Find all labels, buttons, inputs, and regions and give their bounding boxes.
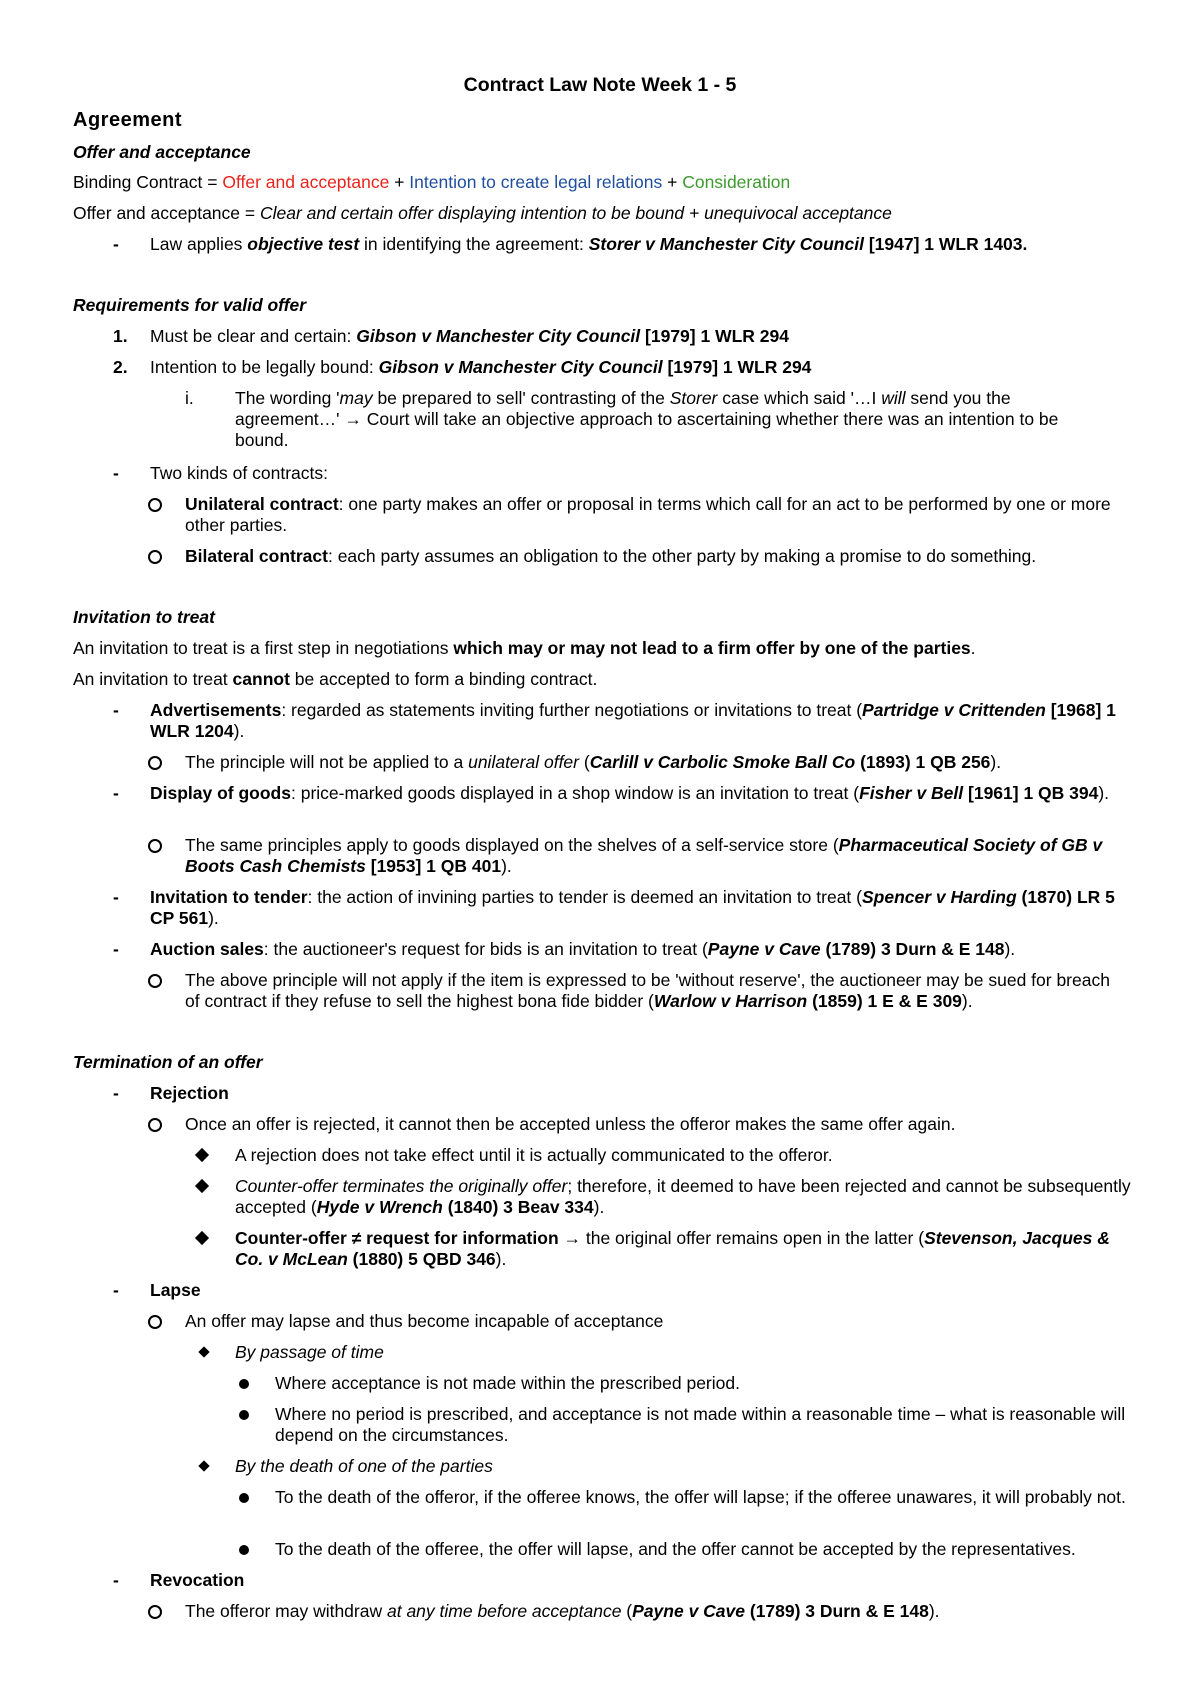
dot-bullet-icon bbox=[239, 1379, 249, 1389]
circle-bullet-icon bbox=[148, 756, 162, 770]
dot-bullet-icon bbox=[239, 1545, 249, 1555]
circle-bullet-icon bbox=[148, 1315, 162, 1329]
circle-bullet-icon bbox=[148, 839, 162, 853]
dot-bullet-icon bbox=[239, 1493, 249, 1503]
paragraph: An invitation to treat is a first step in negotiations which may or may not lead to a firm offer by one of the parties. bbox=[73, 638, 976, 658]
circle-bullet-icon bbox=[148, 1605, 162, 1619]
circle-bullet-icon bbox=[148, 550, 162, 564]
heading-valid-offer: Requirements for valid offer bbox=[73, 295, 307, 315]
circle-bullet-icon bbox=[148, 498, 162, 512]
paragraph: An invitation to treat cannot be accepted to form a binding contract. bbox=[73, 669, 598, 689]
diamond-bullet-icon bbox=[198, 1346, 209, 1357]
diamond-bullet-icon bbox=[195, 1179, 209, 1193]
diamond-bullet-icon bbox=[195, 1148, 209, 1162]
heading-termination: Termination of an offer bbox=[73, 1052, 263, 1072]
heading-offer-acceptance: Offer and acceptance bbox=[73, 142, 251, 162]
circle-bullet-icon bbox=[148, 1118, 162, 1132]
offer-acceptance-line: Offer and acceptance = Clear and certain offer displaying intention to be bound + unequivocal acceptance bbox=[73, 203, 892, 223]
binding-contract-line: Binding Contract = Offer and acceptance + Intention to create legal relations + Consideration bbox=[73, 172, 791, 192]
diamond-bullet-icon bbox=[198, 1460, 209, 1471]
diamond-bullet-icon bbox=[195, 1231, 209, 1245]
document-title: Contract Law Note Week 1 - 5 bbox=[463, 74, 737, 96]
heading-agreement: Agreement bbox=[73, 109, 182, 131]
dot-bullet-icon bbox=[239, 1410, 249, 1420]
circle-bullet-icon bbox=[148, 974, 162, 988]
heading-invitation-to-treat: Invitation to treat bbox=[73, 607, 215, 627]
